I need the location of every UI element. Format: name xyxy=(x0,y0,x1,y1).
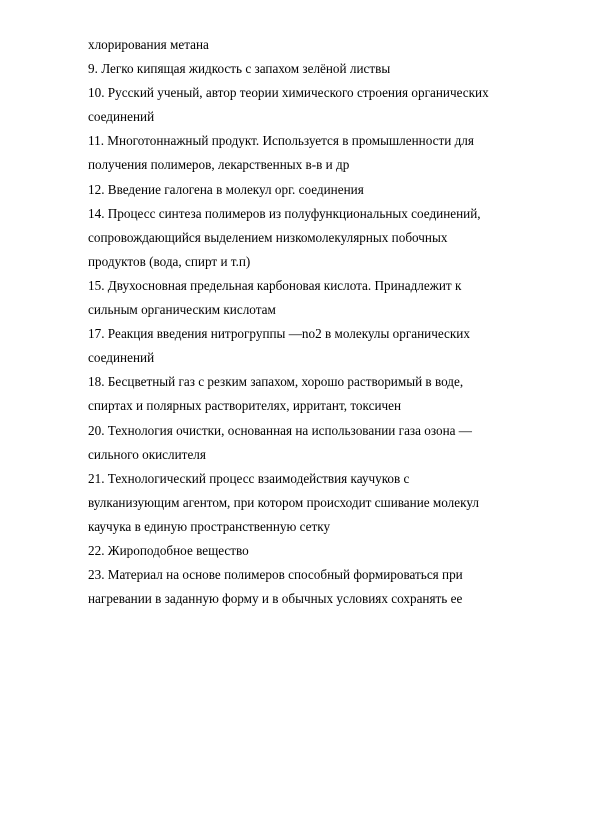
text-line: 15. Двухосновная предельная карбоновая кислота. Принадлежит к xyxy=(88,277,462,293)
text-line: хлорирования метана xyxy=(88,37,209,52)
text-line: нагревании в заданную форму и в обычных условиях сохранять ее xyxy=(88,591,463,607)
text-line: вулканизующим агентом, при котором происходит сшивание молекул xyxy=(88,494,479,510)
text-line: сильным органическим кислотам xyxy=(88,302,276,318)
text-line: спиртах и полярных растворителях, ирритант, токсичен xyxy=(88,398,402,414)
text-line: 20. Технология очистки, основанная на использовании газа озона — xyxy=(88,422,472,438)
text-line: получения полимеров, лекарственных в-в и др xyxy=(88,157,350,173)
text-line: 9. Легко кипящая жидкость с запахом зелёной листвы xyxy=(88,61,391,77)
text-line: 22. Жироподобное вещество xyxy=(88,542,249,558)
text-line: каучука в единую пространственную сетку xyxy=(88,518,331,534)
text-line: 17. Реакция введения нитрогруппы —no2 в молекулы органических xyxy=(88,326,470,342)
text-line: 18. Бесцветный газ с резким запахом, хорошо растворимый в воде, xyxy=(88,374,464,390)
text-line: 12. Введение галогена в молекул орг. соединения xyxy=(88,181,364,197)
text-line: продуктов (вода, спирт и т.п) xyxy=(88,253,251,269)
text-line: соединений xyxy=(88,109,155,125)
text-line: 23. Материал на основе полимеров способный формироваться при xyxy=(88,567,463,583)
document-text xyxy=(88,33,518,611)
text-line: соединений xyxy=(88,350,155,366)
text-line: 21. Технологический процесс взаимодействия каучуков с xyxy=(88,470,410,486)
text-line: 14. Процесс синтеза полимеров из полуфункциональных соединений, xyxy=(88,205,481,221)
text-line: 11. Многотоннажный продукт. Используется в промышленности для xyxy=(88,133,474,149)
text-line: 10. Русский ученый, автор теории химического строения органических xyxy=(88,85,489,101)
text-line: сильного окислителя xyxy=(88,446,206,462)
text-line: сопровождающийся выделением низкомолекулярных побочных xyxy=(88,229,448,245)
